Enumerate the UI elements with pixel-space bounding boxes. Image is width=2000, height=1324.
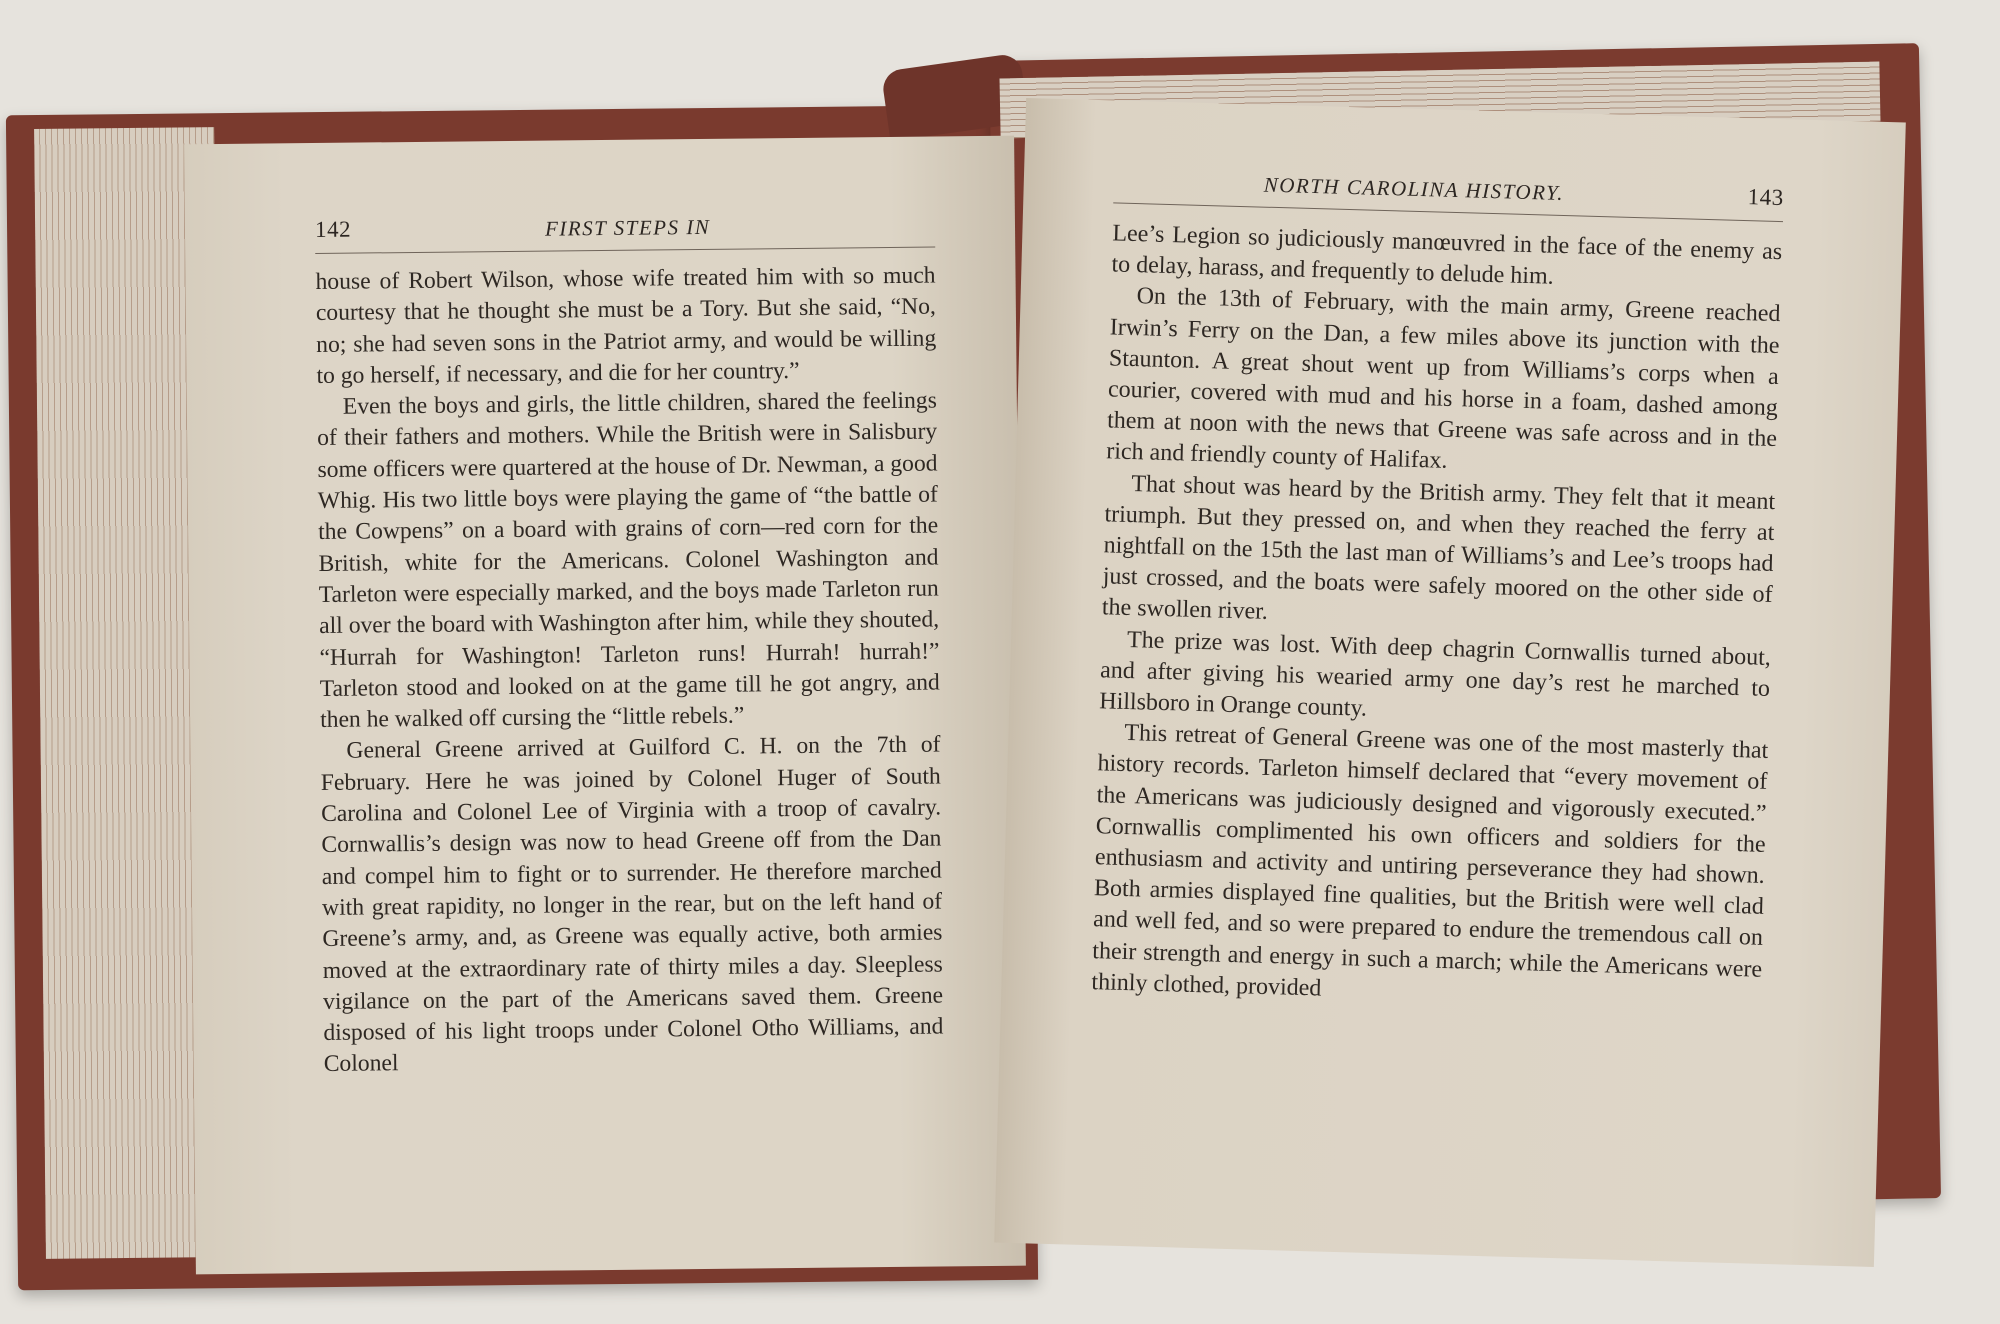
right-page	[994, 98, 1906, 1267]
right-page-header	[1113, 162, 1784, 222]
left-page-number: 142	[314, 216, 352, 243]
paragraph: That shout was heard by the British army. They felt that it meant triumph. But they pressed on, and when they reached the ferry at nightfall on the 15th the last man of Williams’s and Lee’s troops had just crossed, and the boats were safely moored on the other side of the swollen river.	[1101, 470, 1776, 626]
paragraph: Lee’s Legion so judiciously manœuvred in the face of the enemy as to delay, harass, and frequently to delude him.	[1111, 220, 1783, 290]
right-page-body	[1091, 218, 1783, 1016]
left-page	[184, 136, 1026, 1275]
paragraph: Even the boys and girls, the little children, shared the feelings of their fathers and mothers. While the British were in Salisbury some officers were quartered at the house of Dr. Newman, a good Whig. His two little boys were playing the game of “the battle of the Cowpens” on a board with grains of corn—red corn for the British, white for the Americans. Colonel Washington and Tarleton were especially marked, and the boys made Tarleton run all over the board with Washington after him, while they shouted, “Hurrah for Washington! Tarleton runs! Hurrah! hurrah!” Tarleton stood and looked on at the game till he got angry, and then he walked off cursing the “little rebels.”	[317, 387, 940, 734]
paragraph: This retreat of General Greene was one of the most masterly that history records. Tarleton himself declared that “every movement of the Americans was judiciously designed and vigorously executed.” Cornwallis complimented his own officers and soldiers for the enthusiasm and activity and untiring perseverance they had shown. Both armies displayed fine qualities, but the British were well clad and well fed, and so were prepared to endure the tremendous call on their strength and energy in such a march; while the Americans were thinly clothed, provided	[1091, 720, 1769, 1002]
paragraph: The prize was lost. With deep chagrin Cornwallis turned about, and after giving his wearied army one day’s rest he marched to Hillsboro in Orange county.	[1098, 626, 1772, 722]
left-page-header	[315, 207, 935, 254]
paragraph: On the 13th of February, with the main army, Greene reached Irwin’s Ferry on the Dan, a few miles above its junction with the Staunton. A great shout went up from Williams’s corps when a courier, covered with mud and his horse in a foam, dashed among them at noon with the news that Greene was safe across and in the rich and friendly county of Halifax.	[1105, 283, 1781, 475]
paragraph: house of Robert Wilson, whose wife treated him with so much courtesy that he thought she must be a Tory. But she said, “No, no; she had seven sons in the Patriot army, and would be willing to go herself, if necessary, and die for her country.”	[315, 262, 937, 389]
right-page-number: 143	[1747, 184, 1785, 211]
left-page-body	[315, 261, 943, 1081]
right-running-head: NORTH CAROLINA HISTORY.	[1263, 172, 1565, 205]
paragraph: General Greene arrived at Guilford C. H. on the 7th of February. Here he was joined by Colonel Huger of South Carolina and Colonel Lee of Virginia with a troop of cavalry. Cornwallis’s design was now to head Greene off from the Dan and compel him to fight or to surrender. He therefore marched with great rapidity, no longer in the rear, but on the left hand of Greene’s army, and, as Greene was equally active, both armies moved at the extraordinary rate of thirty miles a day. Sleepless vigilance on the part of the Americans saved them. Greene disposed of his light troops under Colonel Otho Williams, and Colonel	[320, 731, 944, 1078]
left-running-head: FIRST STEPS IN	[544, 214, 711, 241]
